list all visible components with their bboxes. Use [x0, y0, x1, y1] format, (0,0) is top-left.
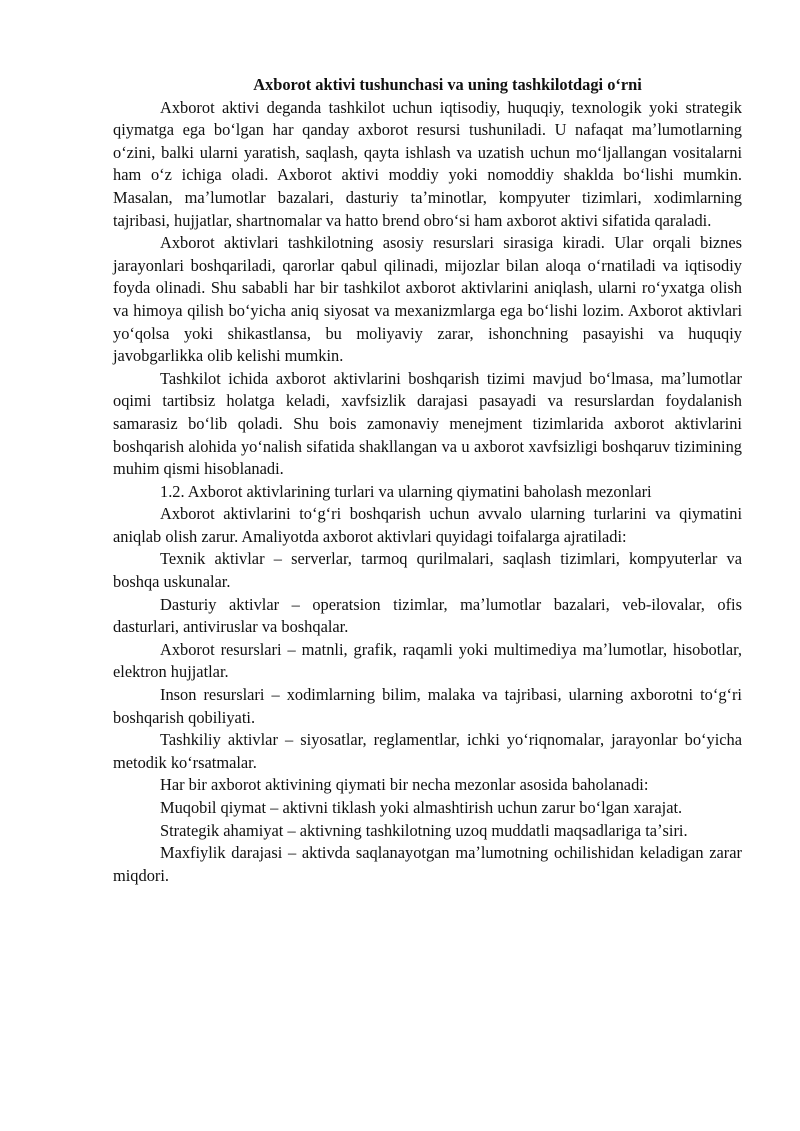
paragraph-criteria-intro: Har bir axborot aktivining qiymati bir necha mezonlar asosida baholanadi:	[160, 775, 649, 795]
list-item-replacement-value: Muqobil qiymat – aktivni tiklash yoki almashtirish uchun zarur boʻlgan xarajat.	[160, 798, 683, 817]
document-title: Axborot aktivi tushunchasi va uning tashkilotdagi oʻrni	[253, 75, 642, 94]
paragraph-asset-importance: Axborot aktivlari tashkilotning asosiy resurslari sirasiga kiradi. Ular orqali biznes jarayonlari boshqariladi, qarorlar qabul qilinadi, mijozlar bilan aloqa oʻrnatiladi va iqtisodiy foyda olinadi. Shu sababli har bir tashkilot axborot aktivlarini aniqlash, ularni roʻyxatga olish va himoya qilish boʻyicha aniq siyosat va mexanizmlarga ega boʻlishi lozim. Axborot aktivlari yoʻqolsa yoki shikastlansa, bu moliyaviy zarar, ishonchning pasayishi va huquqiy javobgarlikka olib kelishi mumkin.	[113, 233, 742, 366]
list-item-confidentiality-level: Maxfiylik darajasi – aktivda saqlanayotgan maʼlumotning ochilishidan keladigan zarar miqdori.	[113, 843, 742, 885]
paragraph-asset-types-intro: Axborot aktivlarini toʻgʻri boshqarish uchun avvalo ularning turlarini va qiymatini aniqlab olish zarur. Amaliyotda axborot aktivlari quyidagi toifalarga ajratiladi:	[113, 504, 742, 546]
paragraph-asset-definition: Axborot aktivi deganda tashkilot uchun iqtisodiy, huquqiy, texnologik yoki strategik qiymatga ega boʻlgan har qanday axborot resursi tushuniladi. U nafaqat maʼlumotlarning oʻzini, balki ularni yaratish, saqlash, qayta ishlash va uzatish uchun moʻljallangan vositalarni ham oʻz ichiga oladi. Axborot aktivi moddiy yoki nomoddiy shaklda boʻlishi mumkin. Masalan, maʼlumotlar bazalari, dasturiy taʼminotlar, kompyuter tizimlari, xodimlarning tajribasi, hujjatlar, shartnomalar va hatto brend obroʻsi ham axborot aktivi sifatida qaraladi.	[113, 97, 742, 230]
list-item-human-resources: Inson resurslari – xodimlarning bilim, malaka va tajribasi, ularning axborotni toʻgʻri boshqarish qobiliyati.	[113, 685, 742, 727]
list-item-technical-assets: Texnik aktivlar – serverlar, tarmoq qurilmalari, saqlash tizimlari, kompyuterlar va boshqa uskunalar.	[113, 549, 742, 592]
document-page	[113, 74, 742, 887]
list-item-software-assets: Dasturiy aktivlar – operatsion tizimlar, maʼlumotlar bazalari, veb-ilovalar, ofis dasturlari, antiviruslar va boshqalar.	[113, 594, 742, 637]
list-item-information-resources: Axborot resurslari – matnli, grafik, raqamli yoki multimediya maʼlumotlar, hisobotlar, elektron hujjatlar.	[113, 639, 742, 682]
paragraph-asset-management: Tashkilot ichida axborot aktivlarini boshqarish tizimi mavjud boʻlmasa, maʼlumotlar oqimi tartibsiz holatga keladi, xavfsizlik darajasi pasayadi va resurslardan foydalanish samarasiz boʻlib qoladi. Shu bois zamonaviy menejment tizimlarida axborot aktivlarini boshqarish alohida yoʻnalish sifatida shakllangan va u axborot xavfsizligi boshqaruv tizimining muhim qismi hisoblanadi.	[113, 368, 742, 479]
list-item-strategic-importance: Strategik ahamiyat – aktivning tashkilotning uzoq muddatli maqsadlariga taʼsiri.	[160, 820, 688, 840]
section-heading-1-2: 1.2. Axborot aktivlarining turlari va ularning qiymatini baholash mezonlari	[160, 481, 652, 501]
list-item-organizational-assets: Tashkiliy aktivlar – siyosatlar, reglamentlar, ichki yoʻriqnomalar, jarayonlar boʻyicha metodik koʻrsatmalar.	[113, 730, 742, 772]
